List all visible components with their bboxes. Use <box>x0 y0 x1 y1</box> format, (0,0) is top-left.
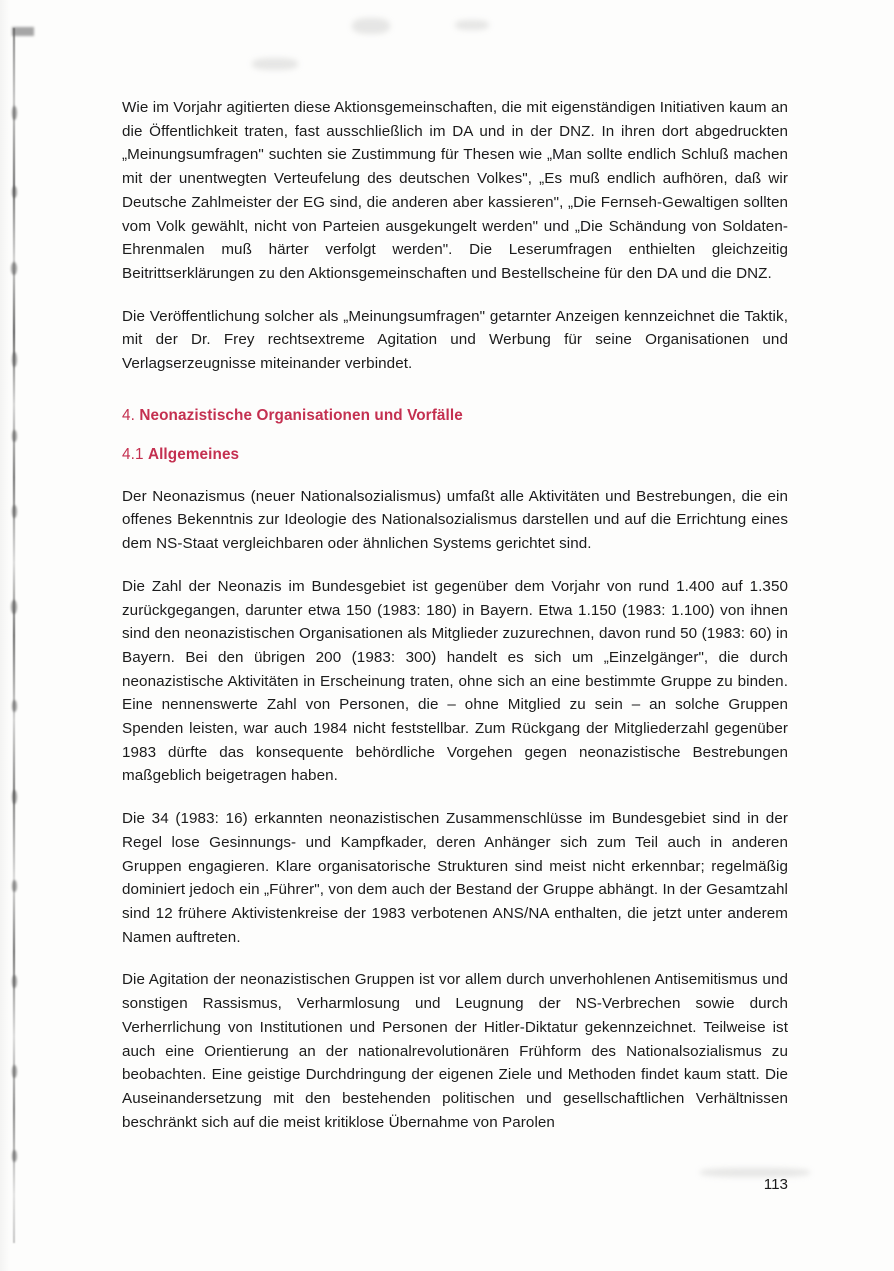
subsection-heading-number: 4.1 <box>122 445 144 463</box>
paragraph-intro-1: Wie im Vorjahr agitierten diese Aktionsgemeinschaften, die mit eigenständigen Initiativen kaum an die Öffentlichkeit traten, fast ausschließlich im DA und in der DNZ. In ihren dort abgedruckten „Meinungsumfragen" suchten sie Zustimmung für Thesen wie „Man sollte endlich Schluß machen mit der unentwegten Verteufelung des deutschen Volkes", „Es muß endlich aufhören, daß wir Deutsche Zahlmeister der EG sind, die anderen aber kassieren", „Die Fernseh-Gewaltigen sollten vom Volk gewählt, nicht von Parteien ausgekungelt werden" und „Die Schändung von Soldaten-Ehrenmalen muß härter verfolgt werden". Die Leserumfragen enthielten gleichzeitig Beitrittserklärungen zu den Aktionsgemeinschaften und Bestellscheine für den DA und die DNZ. <box>122 99 788 282</box>
paragraph-section-2: Die Zahl der Neonazis im Bundesgebiet ist gegenüber dem Vorjahr von rund 1.400 auf 1.350 zurückgegangen, darunter etwa 150 (1983: 180) in Bayern. Etwa 1.150 (1983: 1.100) von ihnen sind den neonazistischen Organisationen als Mitglieder zuzurechnen, davon rund 50 (1983: 60) in Bayern. Bei den übrigen 200 (1983: 300) handelt es sich um „Einzelgänger", die durch neonazistische Aktivitäten in Erscheinung traten, ohne sich an eine bestimmte Gruppe zu binden. Eine nennenswerte Zahl von Personen, die – ohne Mitglied zu sein – an solche Gruppen Spenden leisten, war auch 1984 nicht feststellbar. Zum Rückgang der Mitgliederzahl gegenüber 1983 dürfte das konsequente behördliche Vorgehen gegen neonazistische Bestrebungen maßgeblich beigetragen haben. <box>122 577 788 785</box>
page-number: 113 <box>763 1176 788 1193</box>
scan-artifact-blob <box>12 352 17 367</box>
page-edge-shading <box>0 0 10 1271</box>
scan-artifact-hook <box>12 27 34 36</box>
paragraph-section-1: Der Neonazismus (neuer Nationalsozialismus) umfaßt alle Aktivitäten und Bestrebungen, die ein offenes Bekenntnis zur Ideologie des Nationalsozialismus darstellen und auf die Errichtung eines dem NS-Staat vergleichbaren oder ähnlichen Systems gerichtet sind. <box>122 487 788 553</box>
section-heading-4 <box>122 406 788 426</box>
section-heading-number: 4. <box>122 406 135 424</box>
scan-artifact-blob <box>12 975 17 988</box>
scan-artifact-blob <box>11 262 17 275</box>
scan-artifact-blob <box>12 700 17 712</box>
scan-artifact-blob <box>12 505 17 518</box>
scan-artifact-blob <box>12 1065 17 1078</box>
section-heading-title: Neonazistische Organisationen und Vorfälle <box>139 406 463 424</box>
subsection-heading-title: Allgemeines <box>147 445 240 463</box>
scan-artifact-smudge <box>252 58 298 70</box>
scan-artifact-blob <box>12 790 17 804</box>
page-content-column <box>122 96 788 1134</box>
scan-artifact-line <box>13 28 15 1243</box>
subsection-heading-4-1 <box>122 445 788 465</box>
scan-artifact-blob <box>11 600 17 614</box>
paragraph-section-3: Die 34 (1983: 16) erkannten neonazistischen Zusammenschlüsse im Bundesgebiet sind in der Regel lose Gesinnungs- und Kampfkader, deren Anhänger sich zum Teil auch in anderen Gruppen engagieren. Klare organisatorische Strukturen sind meist nicht erkennbar; regelmäßig dominiert jedoch ein „Führer", von dem auch der Bestand der Gruppe abhängt. In der Gesamtzahl sind 12 frühere Aktivistenkreise der 1983 verbotenen ANS/NA enthalten, die jetzt unter anderem Namen auftreten. <box>122 810 788 946</box>
scan-artifact-blob <box>12 106 17 120</box>
scan-artifact-blob <box>12 880 17 892</box>
scan-artifact-smudge <box>352 18 390 34</box>
paragraph-section-4: Die Agitation der neonazistischen Gruppen ist vor allem durch unverhohlenen Antisemitismus und sonstigen Rassismus, Verharmlosung und Leugnung der NS-Verbrechen sowie durch Verherrlichung von Institutionen und Personen der Hitler-Diktatur gekennzeichnet. Teilweise ist auch eine Orientierung an der nationalrevolutionären Frühform des Nationalsozialismus zu beobachten. Eine geistige Durchdringung der eigenen Ziele und Methoden findet kaum statt. Die Auseinandersetzung mit den bestehenden politischen und gesellschaftlichen Verhältnissen beschränkt sich auf die meist kritiklose Übernahme von Parolen <box>122 971 788 1131</box>
scan-artifact-blob <box>12 1150 17 1162</box>
scan-artifact-blob <box>12 186 17 198</box>
scan-artifact-smudge <box>455 20 489 30</box>
paragraph-intro-2: Die Veröffentlichung solcher als „Meinungsumfragen" getarnter Anzeigen kennzeichnet die Taktik, mit der Dr. Frey rechtsextreme Agitation und Werbung für seine Organisationen und Verlagserzeugnisse miteinander verbindet. <box>122 307 788 373</box>
scan-artifact-blob <box>12 430 17 442</box>
